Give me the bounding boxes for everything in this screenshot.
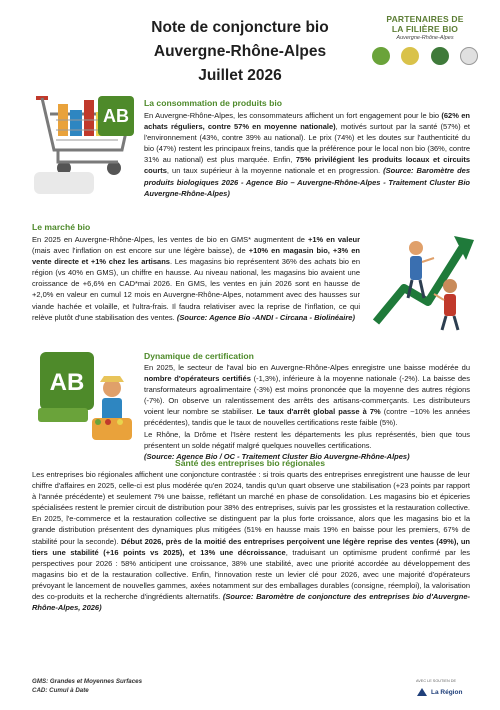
text-segment: . Les magasins bio représentent 36% des achats bio en région (vs 40% en GMS), un chiffre en hausse. Au niveau national, les magasins bio avaient une croissance de +6,6% en CAD*mai 2026. En GMS, les ventes en juin 2026 sont en hausse de +2,0% en valeur en cumul 12 mois en Auvergne-Rhône-Alpes, notamment avec des hausses sur viande hachée et volaille, et l'ultra-frais. Il faudra relativiser avec la reprise de l'inflation, ce qui relève plutôt d'une stabilisation des ventes. xyxy=(32,257,360,322)
text-bold-segment: +1% en valeur xyxy=(307,235,360,244)
text-segment: En Auvergne-Rhône-Alpes, les consommateurs affichent un fort engagement pour le bio xyxy=(144,111,442,120)
source-citation: (Source: Baromètre des produits biologiques 2026 - Agence Bio – Auvergne-Rhône-Alpes - Traitement Cluster Bio Auvergne-Rhône-Alpes) xyxy=(144,166,470,198)
partner-logo xyxy=(366,14,484,80)
text-segment: , un taux supérieur à la moyenne nationale et en progression. xyxy=(166,166,384,176)
text-segment: (mais avec l'inflation on est encore sur une légère baisse), de xyxy=(32,246,249,256)
text-segment: En 2025 en Auvergne-Rhône-Alpes, les ventes de bio en GMS* augmentent de xyxy=(32,235,308,244)
section-title-certification: Dynamique de certification xyxy=(144,351,254,361)
page-title-line1: Note de conjoncture bio xyxy=(151,19,329,36)
section-title-consommation: La consommation de produits bio xyxy=(144,98,282,108)
region-logo xyxy=(416,679,486,697)
footnote-cad: CAD: Cumul à Date xyxy=(32,687,89,694)
paragraph-consommation xyxy=(144,110,470,199)
partner-logo-icon-1 xyxy=(372,47,390,65)
partner-logo-icon-3 xyxy=(431,47,449,65)
paragraph-certification xyxy=(144,362,470,462)
region-emblem-icon xyxy=(416,687,428,697)
text-bold-segment: 75% privilégient les produits locaux et circuits courts xyxy=(144,155,470,176)
svg-text:AB: AB xyxy=(49,369,85,396)
section-title-sante: Santé des entreprises bio régionales xyxy=(175,458,325,468)
shopping-cart-illustration xyxy=(30,90,140,198)
partner-logo-icon-4 xyxy=(460,47,478,65)
text-bold-segment: Début 2026, près de la moitié des entreprises perçoivent une légère reprise des ventes (49%), un tiers une stabilité (+16 points vs 2025), et 13% une décroissance xyxy=(32,536,470,557)
growth-arrow-illustration xyxy=(370,218,482,336)
section-title-marche: Le marché bio xyxy=(32,222,91,232)
text-bold-segment: Le taux d'arrêt global passe à 7% xyxy=(256,407,381,417)
text-bold-segment: nombre d'opérateurs certifiés xyxy=(144,374,251,384)
text-segment: (-1,3%), inférieure à la moyenne nationale (-2%). La baisse des transformateurs agroalimentaire (-3%) est moins prononcée que la moyenne des autres régions (-7%). On observe un ralentissement des arrêts des artisans-commerçants. Les distributeurs voient leur nombre se stabiliser. xyxy=(144,374,470,417)
region-support-label: AVEC LE SOUTIEN DE xyxy=(416,679,457,683)
partner-logo-subtitle: Auvergne-Rhône-Alpes xyxy=(396,35,454,41)
source-citation: (Source: Baromètre de conjoncture des entreprises bio d'Auvergne-Rhône-Alpes, 2026) xyxy=(32,592,470,613)
region-name: La Région xyxy=(431,688,463,696)
paragraph-marche xyxy=(32,234,360,323)
partner-logo-icon-2 xyxy=(401,47,419,65)
text-bold-segment: (62% en achats réguliers, contre 57% en moyenne nationale) xyxy=(144,111,470,132)
text-segment: En 2025, le secteur de l'aval bio en Auvergne-Rhône-Alpes enregistre une baisse modérée du xyxy=(144,363,470,372)
page-title-line2: Auvergne-Rhône-Alpes xyxy=(153,43,327,60)
source-citation: (Source: Agence Bio / OC - Traitement Cluster Bio Auvergne-Rhône-Alpes) xyxy=(144,451,410,461)
page-title-line3: Juillet 2026 xyxy=(198,67,282,84)
text-bold-segment: +10% en magasin bio, +3% en vente directe et +1% chez les artisans xyxy=(32,246,360,267)
svg-text:AB: AB xyxy=(103,106,129,126)
organic-farmer-illustration xyxy=(36,348,136,444)
footnote-gms: GMS: Grandes et Moyennes Surfaces xyxy=(32,678,143,685)
text-segment: Le Rhône, la Drôme et l'Isère restent les départements les plus représentés, bien que tous présentent un solde négatif malgré quelques nouvelles certifications. xyxy=(144,429,470,450)
paragraph-sante xyxy=(32,469,470,613)
text-segment: Les entreprises bio régionales affichent une conjoncture contrastée : si trois quarts des entreprises enregistrent une hausse de leur chiffre d'affaires en 2025, celle-ci est plus modérée qu'en 2024, tandis qu'un quart observe une stabilisation (+23 points par rapport à l'année précédente) et seulement 7% une baisse, reflétant un marché en phase de consolidation. Les magasins bio et épiceries spécialisées restent le premier circuit de distribution pour 38% des entreprises, suivis par les grossistes et la restauration collective. En 2025, l'e-commerce et la restauration collective se distinguent par la plus forte croissance, alors que les magasins bio et la grande distribution présentent des dynamiques plus mitigées (51% en hausse mais 19% en baisse pour les premiers, 67% de stabilité pour la seconde). xyxy=(32,470,470,546)
text-segment: , motivés surtout par la santé (57%) et l'environnement (43%, contre 39% au national). Le prix (74%) et les doutes sur l'authenticité du bio (47%) restent les principaux freins, tandis que la préférence pour le local non bio (36%, contre 31% au national) est plus marquée. Enfin, xyxy=(144,122,470,165)
text-segment: , traduisant un optimisme prudent confirmé par les perspectives pour 2026 : 58% anticipent une croissance, 38% une stabilité, avec une priorité accordée au développement des magasins bio et de la restauration collective. Enfin, l'innovation reste un levier clé pour 2026, avec une majorité d'opérateurs prévoyant le lancement de nouvelles gammes, axées notamment sur des emballages durables (consigne, réemploi), la valorisation des co-produits et la recherche d'ingrédients alternatifs. xyxy=(32,547,470,602)
partner-logo-title-1: PARTENAIRES DE xyxy=(386,14,464,24)
text-segment: (contre ~10% les années précédentes), tandis que le taux de nouvelles certifications reste faible (5%). xyxy=(144,407,471,428)
source-citation: (Source: Agence Bio -ANDI - Circana - Biolinéaire) xyxy=(176,312,355,322)
partner-logos-row xyxy=(366,47,484,65)
partner-logo-title-2: LA FILIÈRE BIO xyxy=(391,24,459,34)
